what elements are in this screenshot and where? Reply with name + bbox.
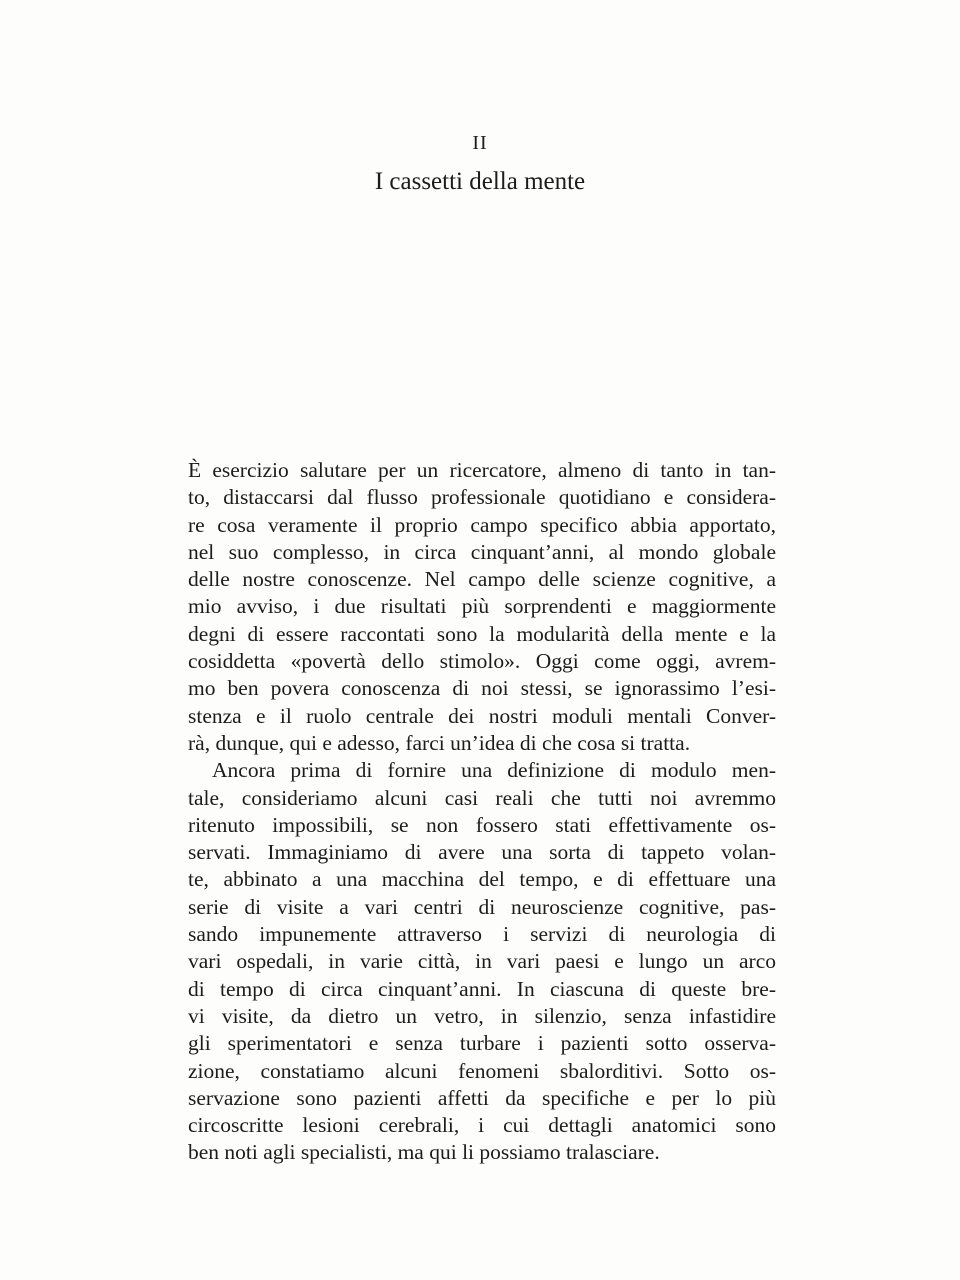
text-line: cosiddetta «povertà dello stimolo». Oggi come oggi, avrem- (188, 649, 776, 674)
text-line: servazione sono pazienti affetti da specifiche e per lo più (188, 1085, 776, 1110)
text-line: di tempo di circa cinquant’anni. In ciascuna di queste bre- (188, 976, 776, 1001)
text-line: delle nostre conoscenze. Nel campo delle scienze cognitive, a (188, 567, 776, 592)
text-line: rà, dunque, qui e adesso, farci un’idea di che cosa si tratta. (188, 730, 691, 755)
text-line: Ancora prima di fornire una definizione di modulo men- (212, 758, 776, 783)
text-line: ritenuto impossibili, se non fossero stati effettivamente os- (188, 812, 776, 837)
text-line: mo ben povera conoscenza di noi stessi, se ignorassimo l’esi- (188, 676, 776, 701)
text-line: serie di visite a vari centri di neuroscienze cognitive, pas- (188, 894, 776, 919)
paragraph-1 (188, 457, 776, 757)
text-line: circoscritte lesioni cerebrali, i cui dettagli anatomici sono (188, 1113, 776, 1138)
chapter-number: II (472, 132, 488, 154)
text-line: nel suo complesso, in circa cinquant’anni, al mondo globale (188, 539, 776, 564)
text-line: gli sperimentatori e senza turbare i pazienti sotto osserva- (188, 1031, 776, 1056)
text-line: È esercizio salutare per un ricercatore, almeno di tanto in tan- (188, 458, 776, 482)
text-line: te, abbinato a una macchina del tempo, e di effettuare una (188, 867, 776, 892)
text-line: vi visite, da dietro un vetro, in silenzio, senza infastidire (188, 1003, 776, 1028)
text-line: degni di essere raccontati sono la modularità della mente e la (188, 621, 776, 646)
text-line: zione, constatiamo alcuni fenomeni sbalorditivi. Sotto os- (188, 1058, 776, 1083)
text-line: ben noti agli specialisti, ma qui li possiamo tralasciare. (188, 1140, 660, 1165)
text-line: servati. Immaginiamo di avere una sorta di tappeto volan- (188, 840, 776, 865)
text-line: to, distaccarsi dal flusso professionale quotidiano e considera- (188, 485, 776, 510)
text-line: re cosa veramente il proprio campo specifico abbia apportato, (188, 512, 776, 537)
text-line: stenza e il ruolo centrale dei nostri moduli mentali Conver- (188, 703, 776, 728)
paragraph-2 (188, 757, 776, 1166)
chapter-title: I cassetti della mente (374, 168, 586, 195)
text-line: tale, consideriamo alcuni casi reali che tutti noi avremmo (188, 785, 776, 810)
text-line: mio avviso, i due risultati più sorprendenti e maggiormente (188, 594, 776, 619)
body-text (188, 457, 776, 1167)
text-line: vari ospedali, in varie città, in vari paesi e lungo un arco (188, 949, 776, 974)
text-line: sando impunemente attraverso i servizi di neurologia di (188, 922, 776, 947)
